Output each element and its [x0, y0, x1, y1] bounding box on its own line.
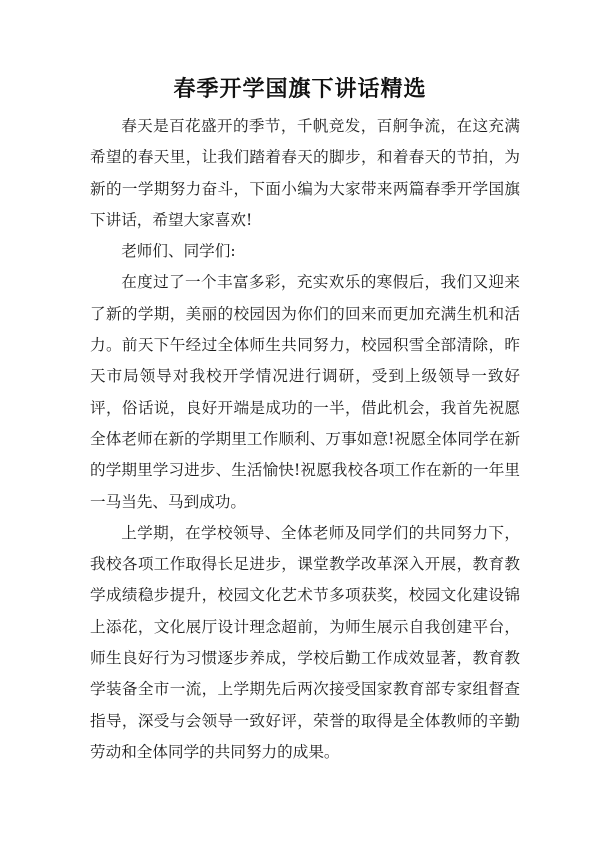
document-body — [90, 111, 520, 768]
paragraph-last-semester: 上学期，在学校领导、全体老师及同学们的共同努力下，我校各项工作取得长足进步，课堂教学改革深入开展，教育教学成绩稳步提升，校园文化艺术节多项获奖，校园文化建设锦上添花，文化展厅设计理念超前，为师生展示自我创建平台，师生良好行为习惯逐步养成，学校后勤工作成效显著，教育教学装备全市一流，上学期先后两次接受国家教育部专家组督查指导，深受与会领导一致好评，荣誉的取得是全体教师的辛勤劳动和全体同学的共同努力的成果。 — [90, 523, 520, 761]
paragraph-intro: 春天是百花盛开的季节，千帆竞发，百舸争流，在这充满希望的春天里，让我们踏着春天的脚步，和着春天的节拍，为新的一学期努力奋斗，下面小编为大家带来两篇春季开学国旗下讲话，希望大家喜欢! — [90, 117, 520, 229]
paragraph-new-semester: 在度过了一个丰富多彩，充实欢乐的寒假后，我们又迎来了新的学期，美丽的校园因为你们的回来而更加充满生机和活力。前天下午经过全体师生共同努力，校园积雪全部清除，昨天市局领导对我校开学情况进行调研，受到上级领导一致好评，俗话说，良好开端是成功的一半，借此机会，我首先祝愿全体老师在新的学期里工作顺利、万事如意!祝愿全体同学在新的学期里学习进步、生活愉快!祝愿我校各项工作在新的一年里一马当先、马到成功。 — [90, 273, 520, 511]
document-title: 春季开学国旗下讲话精选 — [173, 76, 427, 102]
paragraph-greeting: 老师们、同学们: — [121, 242, 236, 261]
